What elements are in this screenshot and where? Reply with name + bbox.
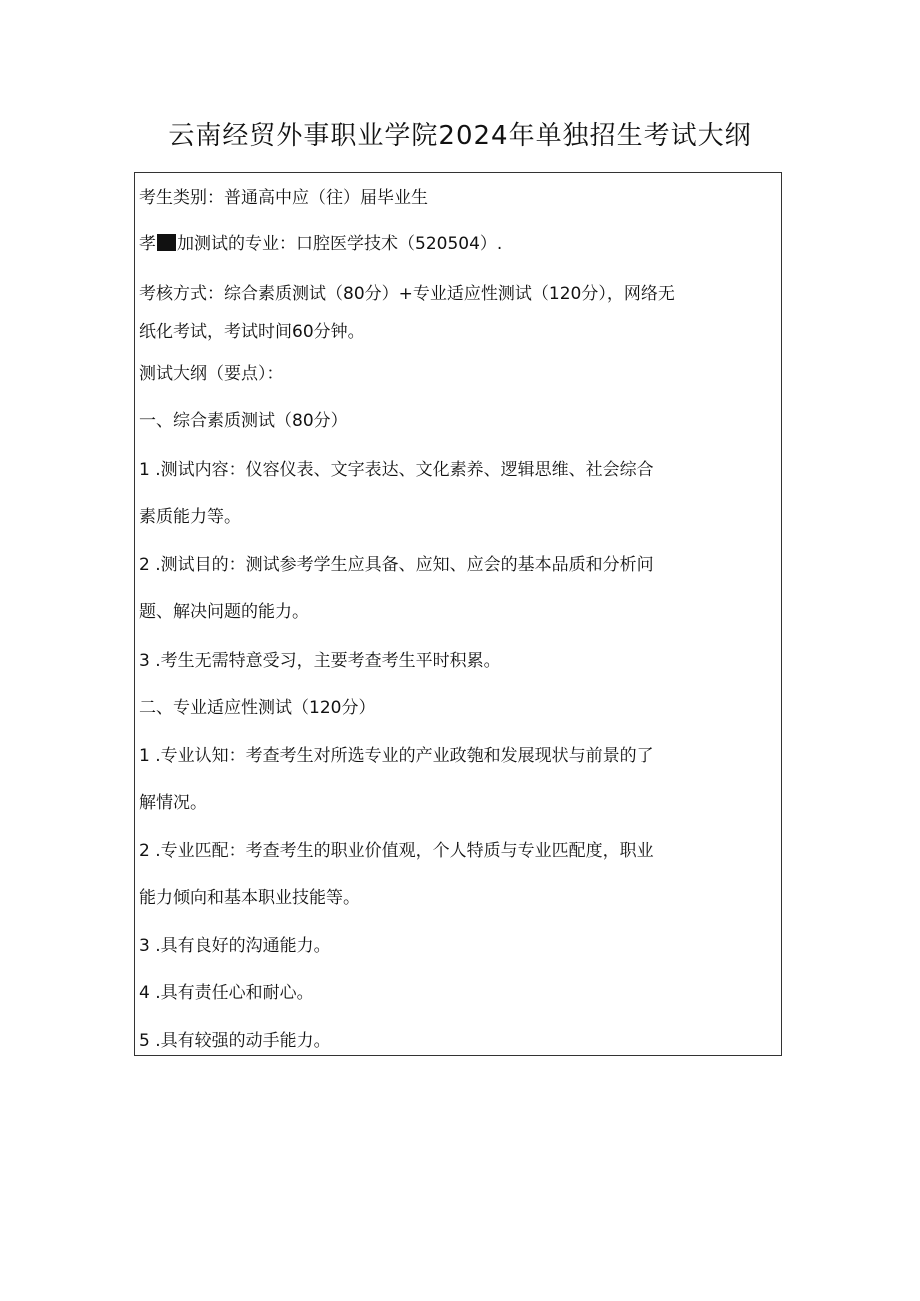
section-2-item-5: 5 .具有较强的动手能力。 [139, 1031, 331, 1051]
section-2-item-3: 3 .具有良好的沟通能力。 [139, 936, 331, 956]
method-line-1: 考核方式：综合素质测试（80分）+专业适应性测试（120分），网络无 [139, 284, 675, 304]
method-line-2: 纸化考试，考试时间60分钟。 [139, 322, 365, 342]
section-2-item-2-line-2: 能力倾向和基本职业技能等。 [139, 888, 360, 908]
section-2-item-1-line-2: 解情况。 [139, 793, 207, 813]
section-1-item-1-line-1: 1 .测试内容：仪容仪表、文字表达、文化素养、逻辑思维、社会综合 [139, 460, 654, 480]
section-1-item-2-line-1: 2 .测试目的：测试参考学生应具备、应知、应会的基本品质和分析问 [139, 555, 654, 575]
redaction-block [157, 234, 176, 251]
section-1-item-1-line-2: 素质能力等。 [139, 507, 241, 527]
major-text: 加测试的专业：口腔医学技术（520504）. [177, 234, 503, 254]
category-line: 考生类别：普通高中应（往）届毕业生 [139, 188, 428, 208]
section-1-item-2-line-2: 题、解决问题的能力。 [139, 602, 309, 622]
outline-table [134, 172, 782, 1056]
outline-heading: 测试大纲（要点）： [139, 364, 284, 384]
major-prefix: 孝 [139, 234, 156, 254]
section-1-heading: 一、综合素质测试（80分） [139, 411, 348, 431]
section-2-heading: 二、专业适应性测试（120分） [139, 698, 376, 718]
section-1-item-3: 3 .考生无需特意受习，主要考查考生平时积累。 [139, 651, 501, 671]
major-line [139, 233, 502, 255]
section-2-item-4: 4 .具有责任心和耐心。 [139, 983, 314, 1003]
section-2-item-1-line-1: 1 .专业认知：考查考生对所选专业的产业政匏和发展现状与前景的了 [139, 746, 654, 766]
document-title: 云南经贸外事职业学院2024年单独招生考试大纲 [168, 121, 752, 151]
section-2-item-2-line-1: 2 .专业匹配：考查考生的职业价值观，个人特质与专业匹配度，职业 [139, 841, 654, 861]
